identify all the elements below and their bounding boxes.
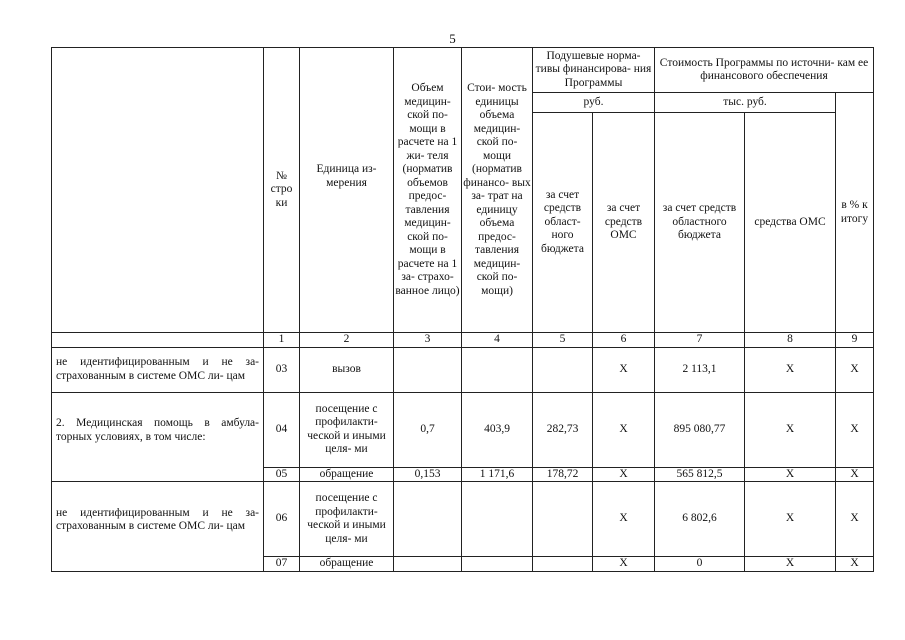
row-unit-cost	[462, 482, 533, 557]
row-percent: X	[836, 467, 874, 482]
row-norm-budget	[533, 557, 593, 572]
row-unit-cost: 403,9	[462, 392, 533, 467]
column-number: 2	[300, 333, 394, 348]
header-unit-rub: руб.	[533, 93, 655, 113]
row-percent: X	[836, 482, 874, 557]
row-percent: X	[836, 347, 874, 392]
row-volume	[394, 557, 462, 572]
row-volume: 0,7	[394, 392, 462, 467]
row-cost-oms: X	[745, 392, 836, 467]
row-norm-oms: X	[593, 347, 655, 392]
row-name: не идентифицированным и не за- страхованным в системе ОМС ли- цам	[52, 482, 264, 572]
row-norm-budget	[533, 347, 593, 392]
row-cost-oms: X	[745, 557, 836, 572]
table-row	[52, 347, 874, 392]
table-row	[52, 392, 874, 467]
row-number: 04	[264, 392, 300, 467]
row-unit-cost	[462, 557, 533, 572]
row-number: 07	[264, 557, 300, 572]
header-cost-oms: средства ОМС	[745, 113, 836, 333]
column-number: 3	[394, 333, 462, 348]
header-program-cost: Стоимость Программы по источни- кам ее финансового обеспечения	[655, 48, 874, 93]
column-number: 8	[745, 333, 836, 348]
row-unit: обращение	[300, 557, 394, 572]
row-percent: X	[836, 392, 874, 467]
row-cost-oms: X	[745, 347, 836, 392]
row-number: 06	[264, 482, 300, 557]
row-cost-budget: 565 812,5	[655, 467, 745, 482]
row-norm-budget	[533, 482, 593, 557]
header-norm-oms: за счет средств ОМС	[593, 113, 655, 333]
header-cost-regional-budget: за счет средств областного бюджета	[655, 113, 745, 333]
row-cost-budget: 6 802,6	[655, 482, 745, 557]
row-cost-budget: 895 080,77	[655, 392, 745, 467]
header-norm-regional-budget: за счет средств област- ного бюджета	[533, 113, 593, 333]
table-row	[52, 482, 874, 557]
row-unit: вызов	[300, 347, 394, 392]
row-norm-budget: 282,73	[533, 392, 593, 467]
row-unit: посещение с профилакти- ческой и иными целя- ми	[300, 482, 394, 557]
column-number: 1	[264, 333, 300, 348]
page-number: 5	[449, 31, 456, 46]
header-unit-cost: Стои- мость единицы объема медицин- ской по- мощи (норматив финансо- вых за- трат на единицу объема предос- тавления медицин- ской по- мощи)	[462, 48, 533, 333]
row-unit: посещение с профилакти- ческой и иными целя- ми	[300, 392, 394, 467]
row-cost-budget: 2 113,1	[655, 347, 745, 392]
row-volume	[394, 482, 462, 557]
column-number: 6	[593, 333, 655, 348]
row-volume: 0,153	[394, 467, 462, 482]
row-name: 2. Медицинская помощь в амбула- торных условиях, в том числе:	[52, 392, 264, 482]
row-cost-budget: 0	[655, 557, 745, 572]
header-percent: в % к итогу	[836, 93, 874, 333]
column-number-blank	[52, 333, 264, 348]
row-percent: X	[836, 557, 874, 572]
column-numbers-row	[52, 333, 874, 348]
row-cost-oms: X	[745, 467, 836, 482]
header-unit-thousand-rub: тыс. руб.	[655, 93, 836, 113]
column-number: 5	[533, 333, 593, 348]
row-volume	[394, 347, 462, 392]
row-norm-oms: X	[593, 467, 655, 482]
row-unit: обращение	[300, 467, 394, 482]
header-row-number: № стро ки	[264, 48, 300, 333]
program-cost-table	[51, 47, 874, 572]
row-unit-cost	[462, 347, 533, 392]
row-norm-oms: X	[593, 482, 655, 557]
column-number: 7	[655, 333, 745, 348]
column-number: 9	[836, 333, 874, 348]
row-norm-oms: X	[593, 392, 655, 467]
row-number: 05	[264, 467, 300, 482]
header-unit: Единица из- мерения	[300, 48, 394, 333]
header-volume: Объем медицин- ской по- мощи в расчете на 1 жи- теля (норматив объемов предос- тавления медицин- ской по- мощи в расчете на 1 за- страхо- ванное лицо)	[394, 48, 462, 333]
header-blank-cell	[52, 48, 264, 333]
row-norm-budget: 178,72	[533, 467, 593, 482]
row-unit-cost: 1 171,6	[462, 467, 533, 482]
row-cost-oms: X	[745, 482, 836, 557]
header-per-capita-norms: Подушевые норма- тивы финансирова- ния Программы	[533, 48, 655, 93]
row-norm-oms: X	[593, 557, 655, 572]
row-number: 03	[264, 347, 300, 392]
column-number: 4	[462, 333, 533, 348]
row-name: не идентифицированным и не за- страхованным в системе ОМС ли- цам	[52, 347, 264, 392]
